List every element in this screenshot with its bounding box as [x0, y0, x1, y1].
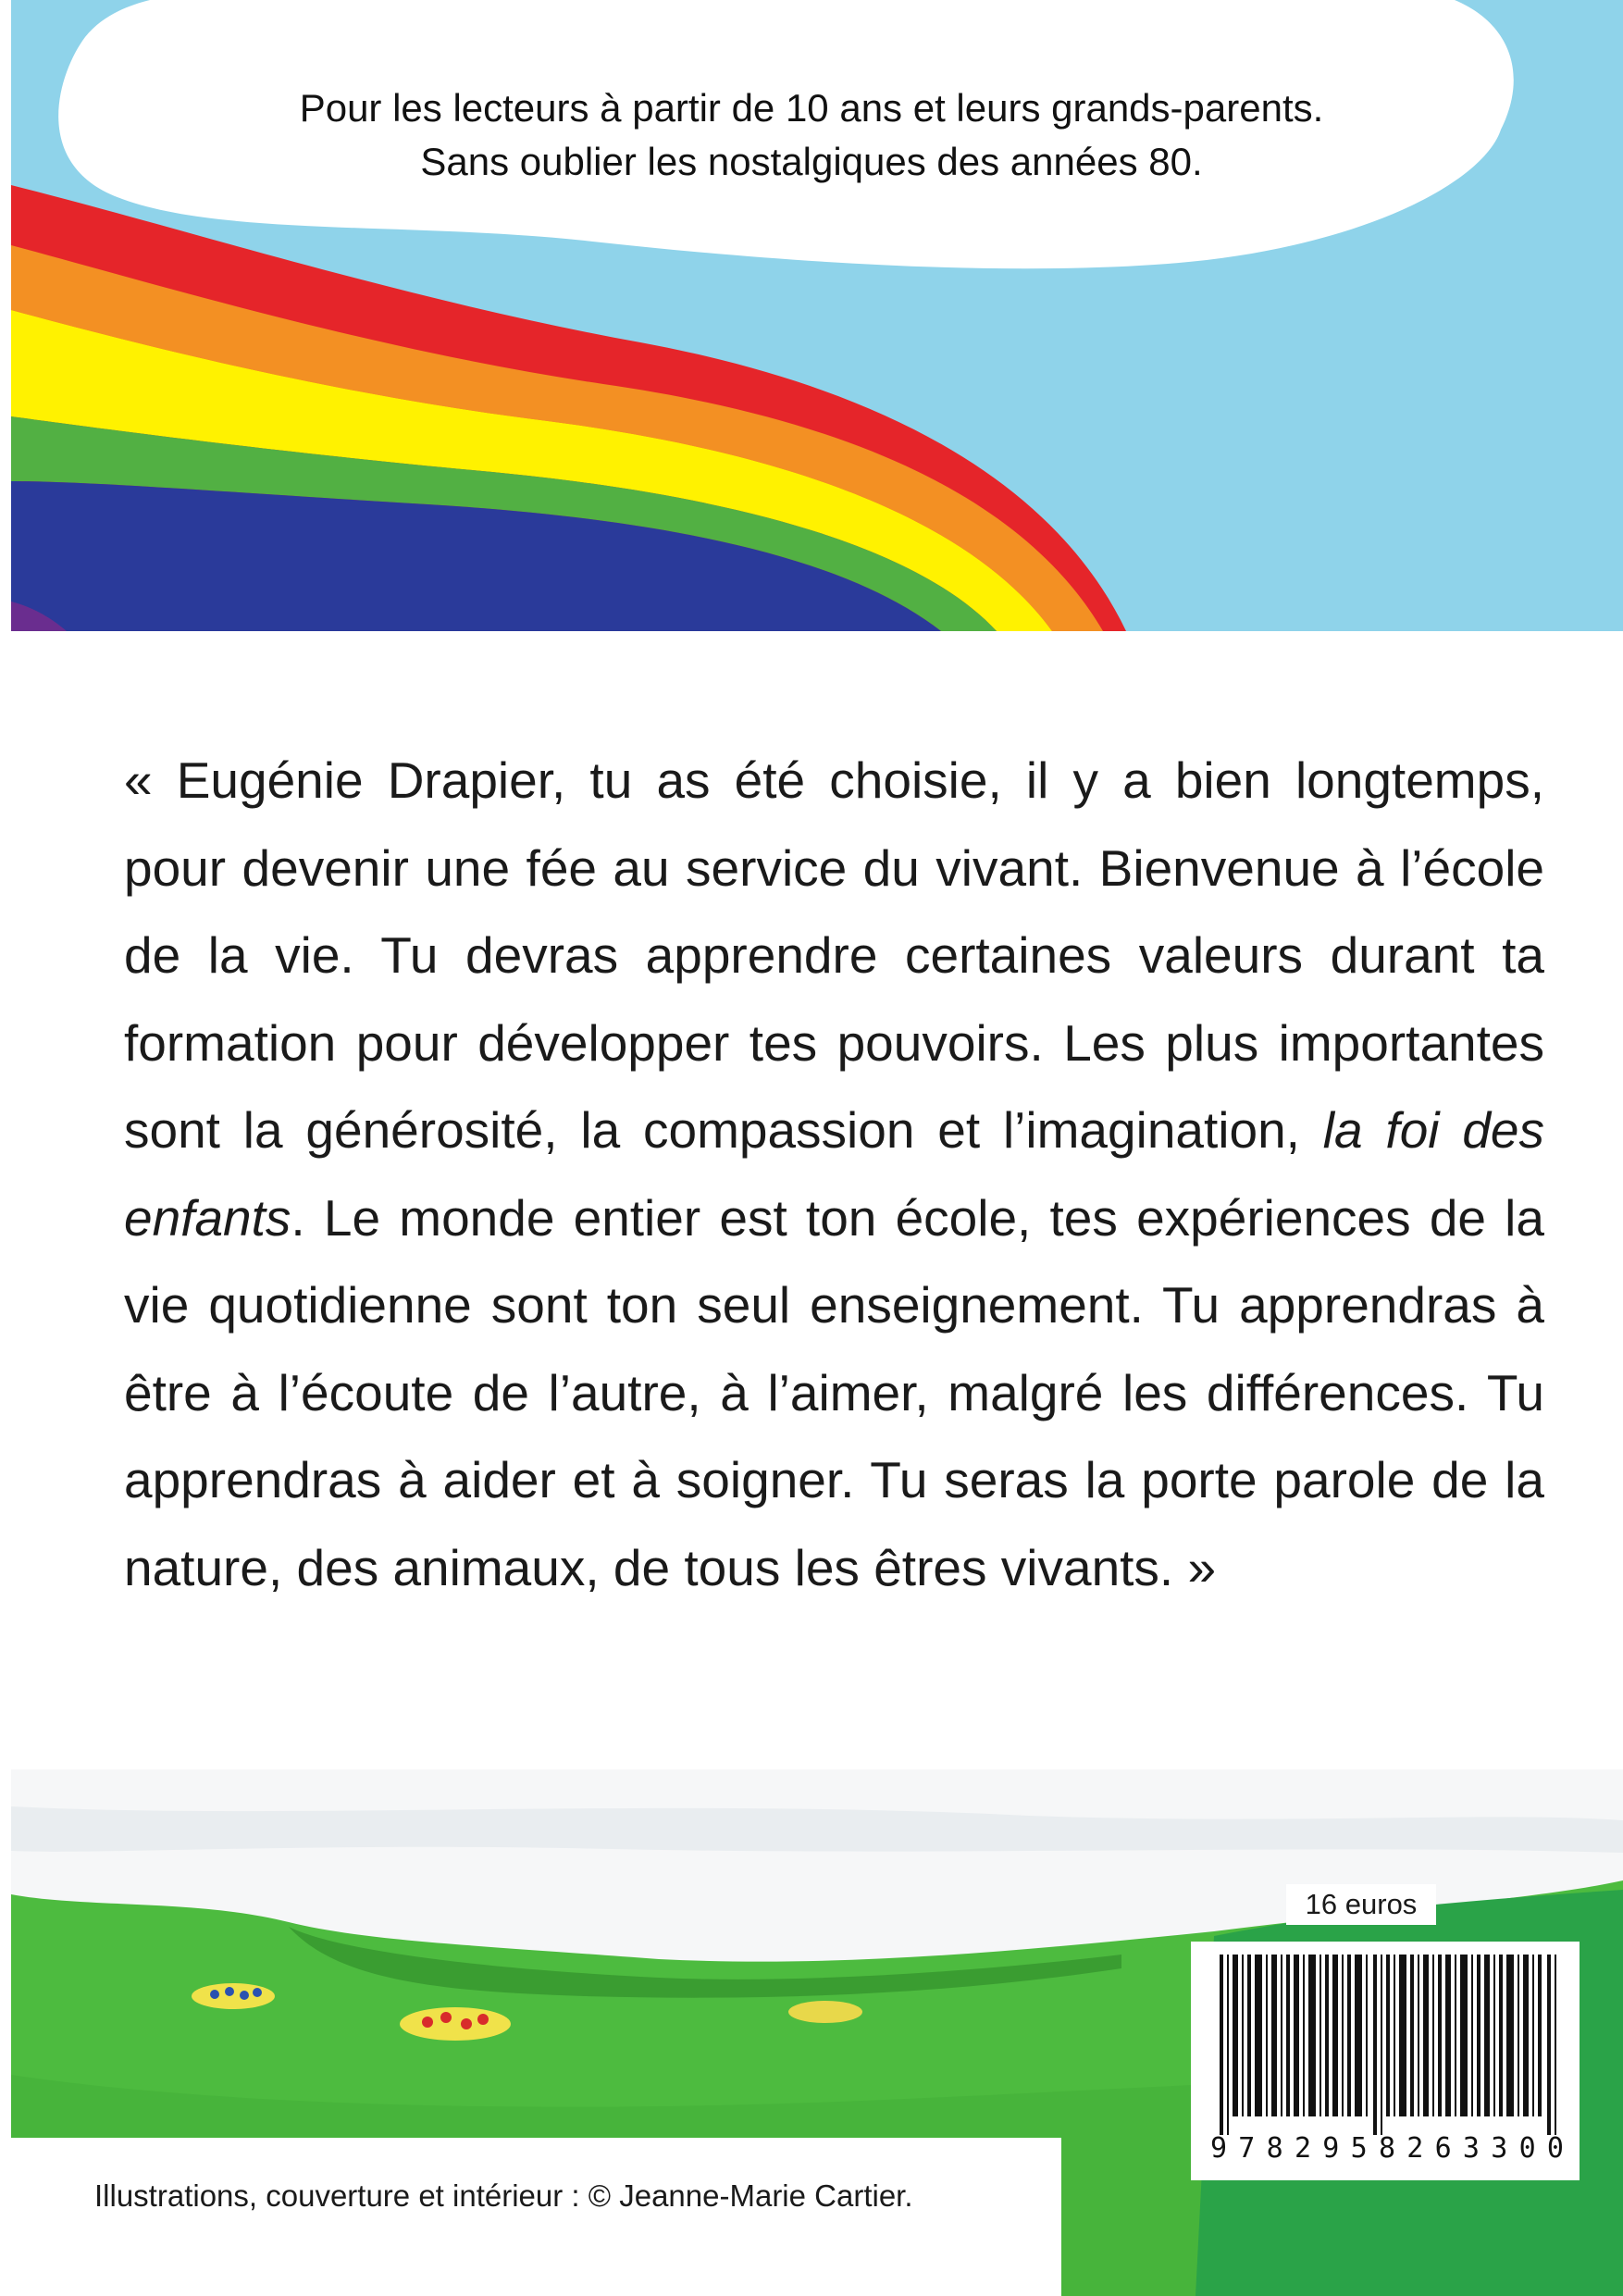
credit-panel	[11, 2138, 1061, 2296]
quote-part-2: . Le monde entier est ton école, tes expériences de la vie quotidienne sont ton seul enseignement. Tu apprendras à être à l’écoute de l’autre, à l’aimer, malgré les différences. Tu apprendras à aider et à soigner. Tu seras la porte parole de la nature, des animaux, de tous les êtres vivants. »	[124, 1188, 1544, 1596]
isbn-digit: 9	[1322, 2132, 1340, 2165]
tagline	[0, 81, 1623, 189]
isbn-digit: 3	[1491, 2132, 1508, 2165]
isbn-digit: 6	[1434, 2132, 1452, 2165]
illustration-credit: Illustrations, couverture et intérieur : © Jeanne-Marie Cartier.	[94, 2178, 913, 2213]
price-label: 16 euros	[1305, 1888, 1418, 1920]
back-cover-quote	[124, 737, 1544, 1611]
red-flowers	[400, 2007, 511, 2041]
isbn-digit: 0	[1518, 2132, 1536, 2165]
isbn-digit: 3	[1462, 2132, 1480, 2165]
isbn-digit: 5	[1350, 2132, 1368, 2165]
isbn-digit: 8	[1266, 2132, 1283, 2165]
barcode-icon	[1220, 1955, 1562, 2135]
blue-flowers	[192, 1983, 275, 2009]
yellow-flowers	[788, 2001, 862, 2023]
isbn-digit: 8	[1378, 2132, 1395, 2165]
isbn-digit: 9	[1209, 2132, 1228, 2165]
tagline-line-2: Sans oublier les nostalgiques des années 80.	[420, 140, 1203, 183]
quote-italic: la foi des enfants	[124, 1101, 1544, 1247]
quote-part-1: « Eugénie Drapier, tu as été choisie, il y a bien longtemps, pour devenir une fée au service du vivant. Bienvenue à l’école de la vie. Tu devras apprendre certaines valeurs durant ta formation pour développer tes pouvoirs. Les plus importantes sont la générosité, la compassion et l’imagination,	[124, 751, 1544, 1159]
isbn-number	[1207, 2132, 1567, 2173]
tagline-line-1: Pour les lecteurs à partir de 10 ans et leurs grands-parents.	[299, 86, 1324, 130]
isbn-digit: 2	[1406, 2132, 1424, 2165]
isbn-digit: 0	[1546, 2132, 1564, 2165]
isbn-digit: 7	[1238, 2132, 1256, 2165]
isbn-digit: 2	[1294, 2132, 1312, 2165]
